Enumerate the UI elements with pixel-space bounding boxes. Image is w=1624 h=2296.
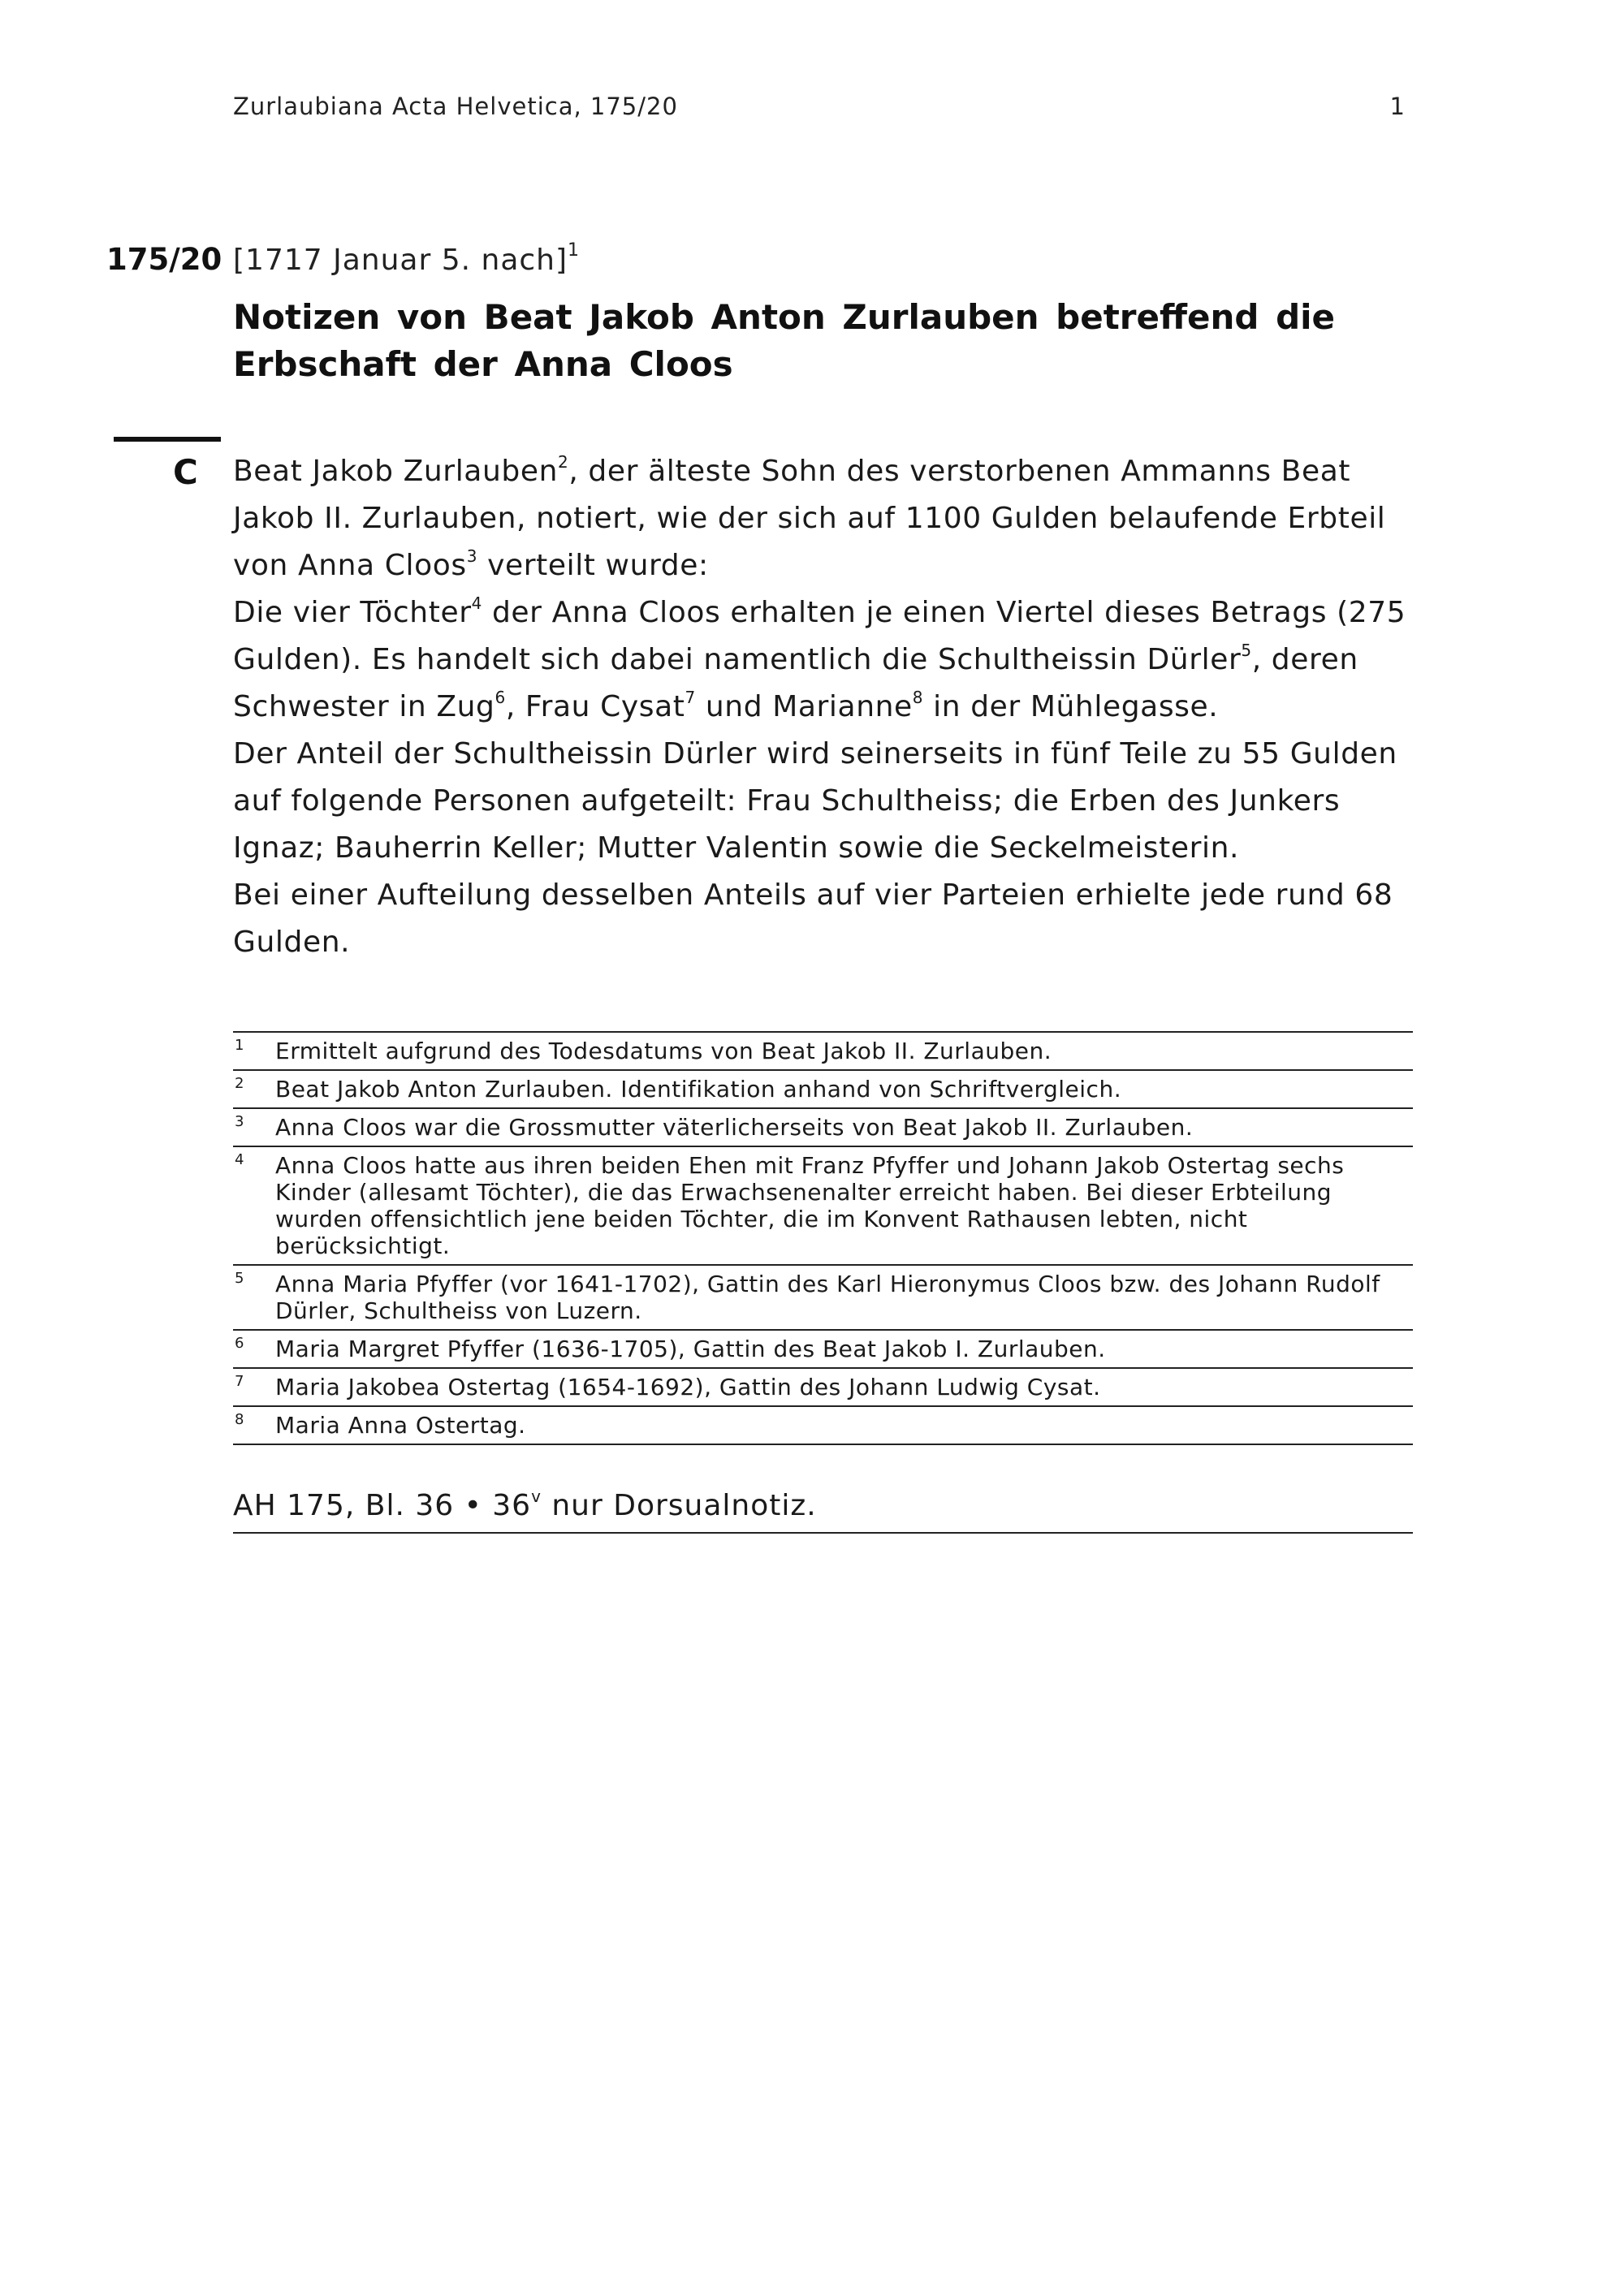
footnote-text: Anna Cloos war die Grossmutter väterlicherseits von Beat Jakob II. Zurlauben.: [275, 1114, 1194, 1141]
footnote-ref[interactable]: 6: [495, 688, 506, 707]
footnote: [233, 1369, 1413, 1407]
text-segment: der Anna Cloos erhalten je einen Viertel dieses Betrags (275 Gulden). Es handelt sich dabei namentlich die Schultheissin Dürler: [233, 596, 1406, 676]
text-segment: Die vier Töchter: [233, 596, 472, 629]
document-title: Notizen von Beat Jakob Anton Zurlauben betreffend die Erbschaft der Anna Cloos: [233, 297, 1336, 384]
footnote: [233, 1033, 1413, 1071]
footnote-number: 6: [235, 1335, 244, 1352]
footnote-number: 3: [235, 1113, 244, 1130]
text-segment: , Frau Cysat: [505, 690, 685, 723]
text-segment: und Marianne: [695, 690, 913, 723]
text-segment: in der Mühlegasse.: [923, 690, 1219, 723]
source-suffix: nur Dorsualnotiz.: [541, 1489, 817, 1522]
document-id: 175/20: [106, 242, 222, 277]
footnote-number: 4: [235, 1151, 244, 1168]
margin-rule: [114, 437, 221, 442]
source-verso-mark: v: [531, 1487, 542, 1506]
source-text: AH 175, Bl. 36 • 36: [233, 1489, 532, 1522]
paragraph-2: [233, 589, 1419, 731]
document-date: [233, 240, 581, 277]
footnote: [233, 1407, 1413, 1445]
footnote-number: 7: [235, 1373, 244, 1390]
footnote-ref[interactable]: 3: [466, 546, 478, 566]
footnote-apparatus: [233, 1031, 1413, 1445]
text-segment: , der älteste Sohn des verstorbenen Ammanns Beat Jakob II. Zurlauben, notiert, wie der sich auf 1100 Gulden belaufende Erbteil von Anna Cloos: [233, 455, 1386, 582]
footnote-text: Maria Anna Ostertag.: [275, 1412, 526, 1439]
footnote-text: Ermittelt aufgrund des Todesdatums von Beat Jakob II. Zurlauben.: [275, 1038, 1052, 1064]
regest-body: [233, 448, 1419, 966]
footnote-number: 1: [235, 1037, 244, 1054]
footnote-ref[interactable]: 5: [1241, 641, 1252, 660]
paragraph-1: [233, 448, 1419, 589]
footnote-number: 2: [235, 1075, 244, 1092]
source-reference: [233, 1482, 1413, 1534]
running-title: Zurlaubiana Acta Helvetica, 175/20: [233, 93, 678, 120]
document-date-text: [1717 Januar 5. nach]: [233, 244, 568, 277]
footnote: [233, 1266, 1413, 1331]
footnote-text: Beat Jakob Anton Zurlauben. Identifikation anhand von Schriftvergleich.: [275, 1076, 1122, 1103]
footnote: [233, 1071, 1413, 1109]
footnote-ref[interactable]: 1: [568, 240, 581, 261]
text-segment: Beat Jakob Zurlauben: [233, 455, 559, 488]
footnote-ref[interactable]: 7: [685, 688, 696, 707]
paragraph-3: Der Anteil der Schultheissin Dürler wird seinerseits in fünf Teile zu 55 Gulden auf folgende Personen aufgeteilt: Frau Schultheiss; die Erben des Junkers Ignaz; Bauherrin Keller; Mutter Valentin sowie die Seckelmeisterin.: [233, 737, 1397, 865]
footnote-text: Anna Cloos hatte aus ihren beiden Ehen mit Franz Pfyffer und Johann Jakob Ostertag sechs Kinder (allesamt Töchter), die das Erwachsenenalter erreicht haben. Bei dieser Erbteilung wurden offensichtlich jene beiden Töchter, die im Konvent Rathausen lebten, nicht berücksichtigt.: [275, 1152, 1345, 1259]
footnote-text: Maria Margret Pfyffer (1636-1705), Gattin des Beat Jakob I. Zurlauben.: [275, 1336, 1106, 1362]
footnote-ref[interactable]: 4: [471, 593, 482, 613]
text-segment: verteilt wurde:: [477, 549, 709, 582]
footnote-number: 5: [235, 1270, 244, 1287]
footnote-number: 8: [235, 1411, 244, 1428]
footnote-text: Maria Jakobea Ostertag (1654-1692), Gattin des Johann Ludwig Cysat.: [275, 1374, 1101, 1400]
footnote: [233, 1331, 1413, 1369]
footnote-ref[interactable]: 2: [558, 452, 569, 472]
footnote-ref[interactable]: 8: [912, 688, 924, 707]
paragraph-4: Bei einer Aufteilung desselben Anteils auf vier Parteien erhielte jede rund 68 Gulden.: [233, 878, 1393, 959]
page-number: 1: [1389, 93, 1405, 120]
footnote-text: Anna Maria Pfyffer (vor 1641-1702), Gattin des Karl Hieronymus Cloos bzw. des Johann Rudolf Dürler, Schultheiss von Luzern.: [275, 1271, 1380, 1324]
text-segment: , deren Schwester in Zug: [233, 643, 1358, 723]
footnote: [233, 1109, 1413, 1147]
footnote: [233, 1147, 1413, 1266]
manuscript-siglum: C: [173, 452, 198, 492]
